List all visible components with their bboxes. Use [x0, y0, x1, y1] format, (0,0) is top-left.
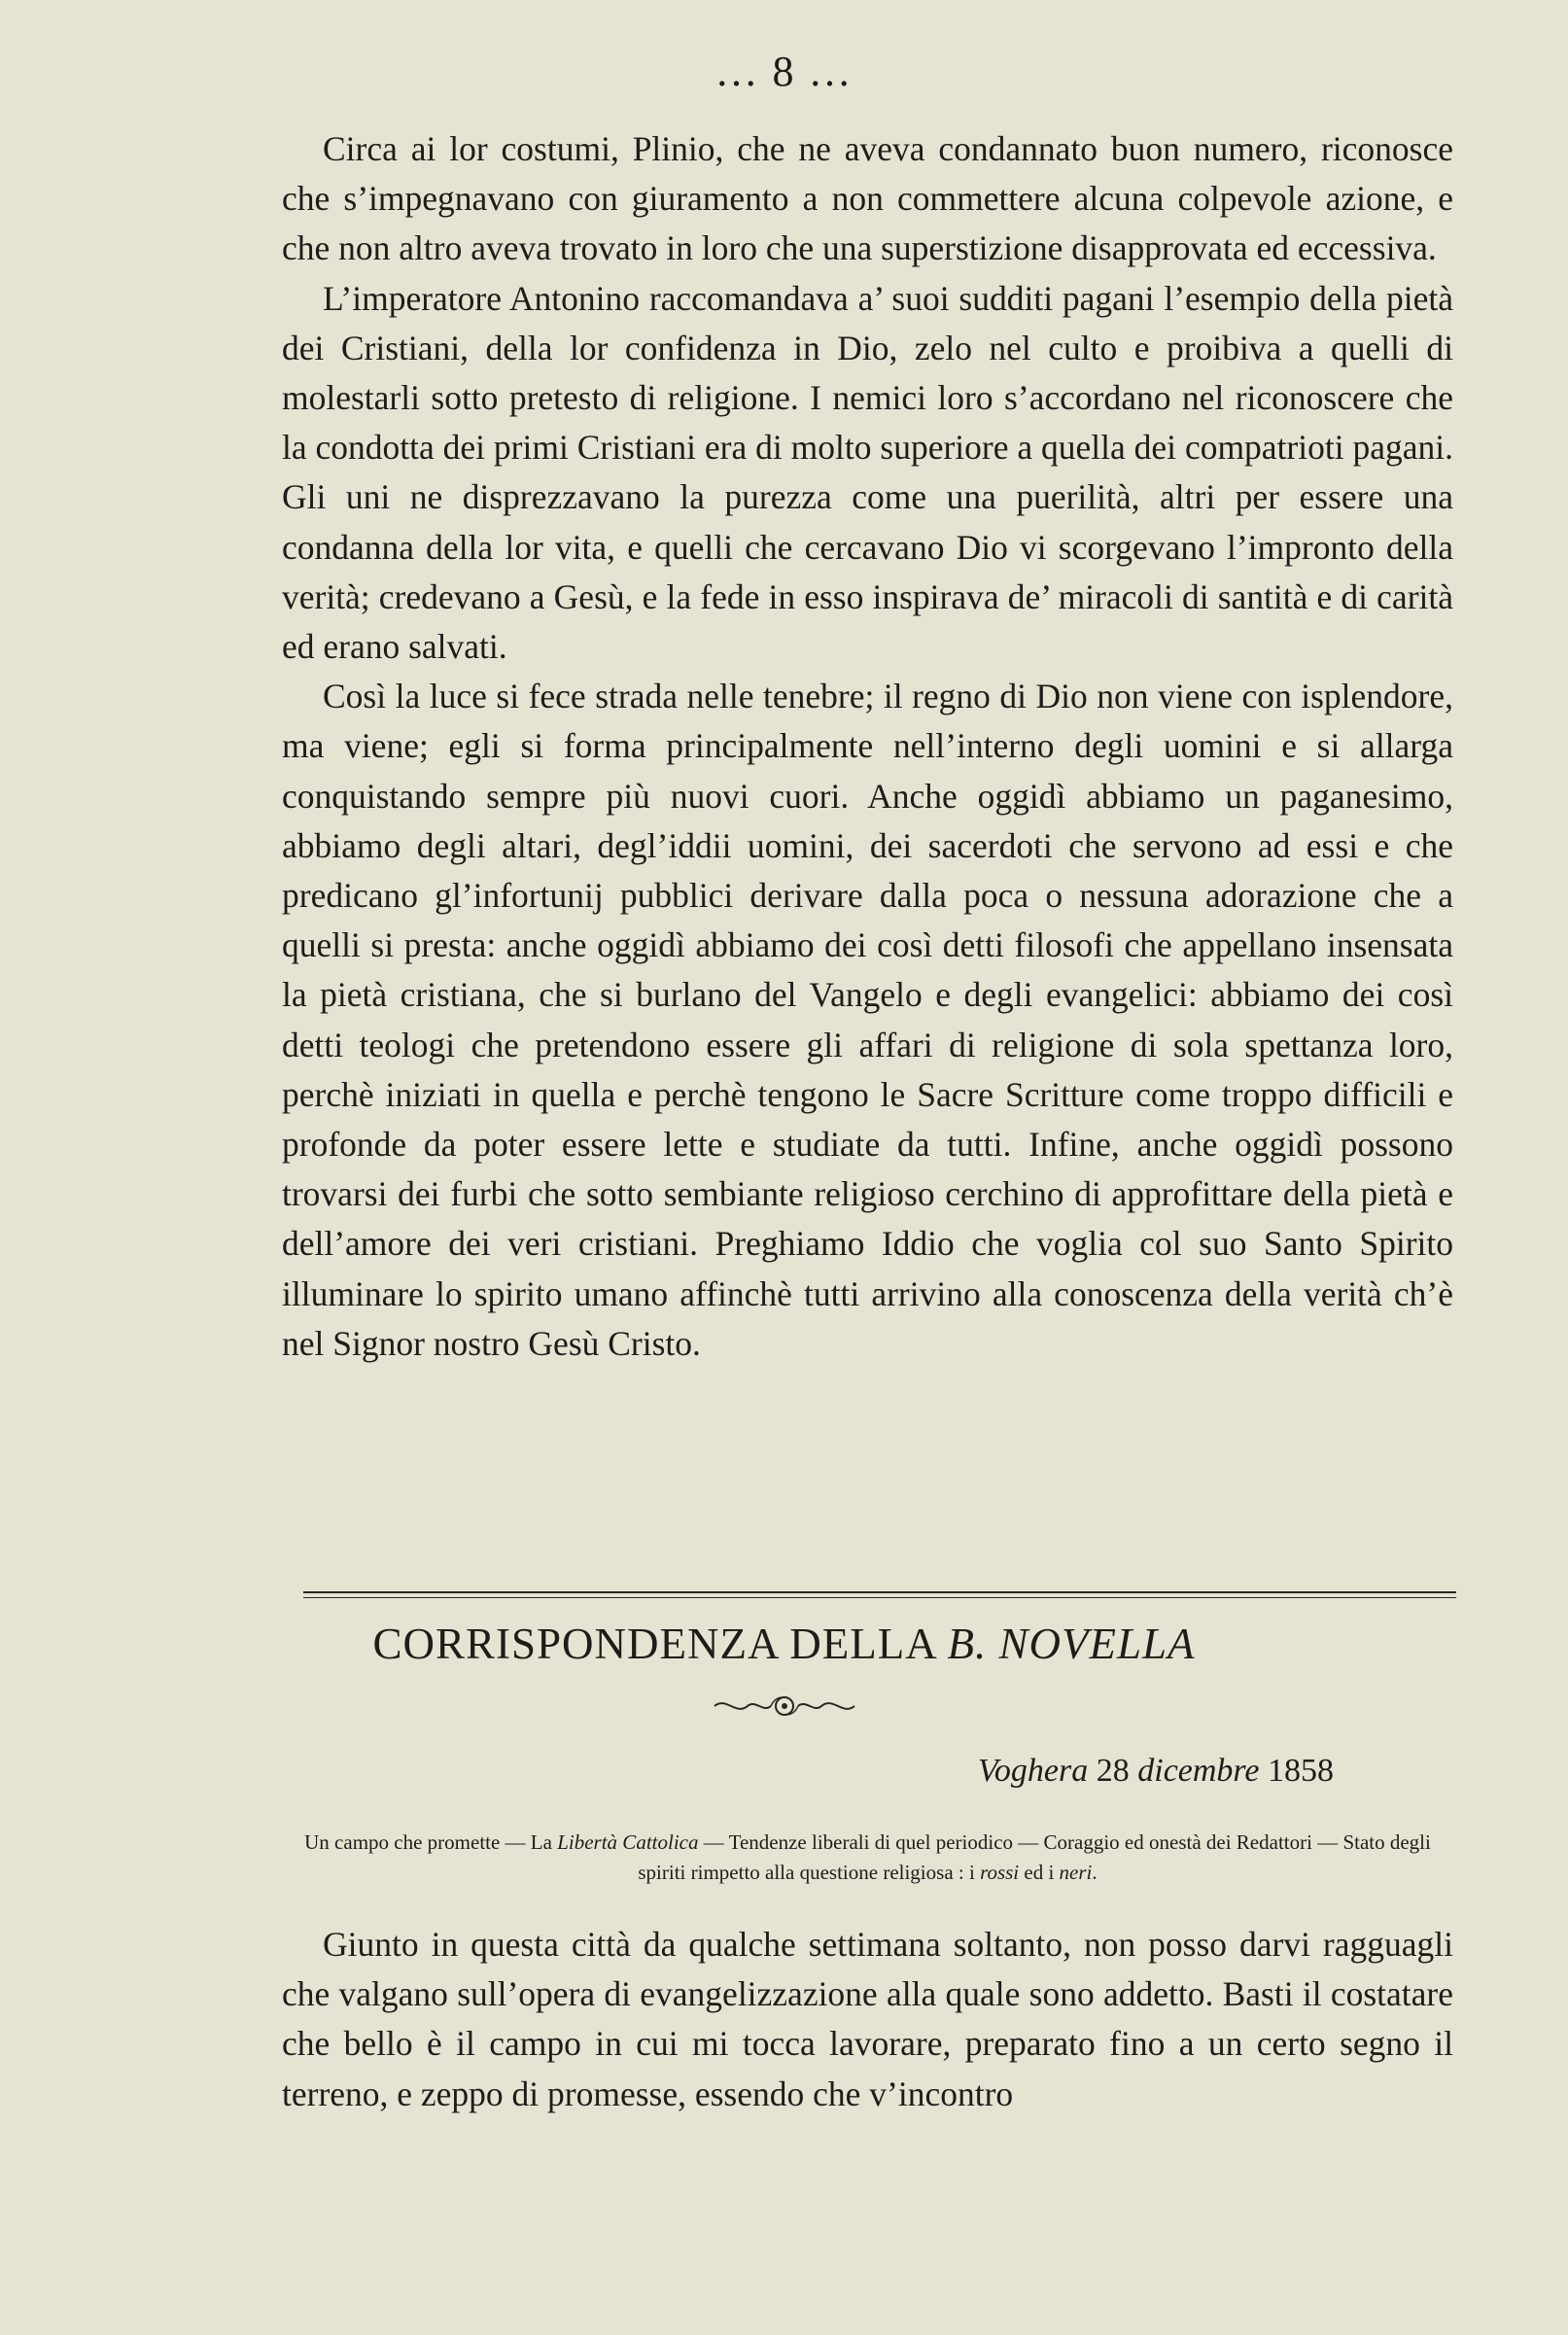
summary-text: ed i [1019, 1861, 1060, 1884]
section-divider [303, 1591, 1456, 1593]
section-title [0, 1619, 1568, 1669]
section-title-italic: B. NOVELLA [947, 1620, 1196, 1668]
summary-italic: neri [1059, 1861, 1093, 1884]
paragraph: Così la luce si fece strada nelle tenebre; il regno di Dio non viene con isplendore, ma viene; egli si forma principalmente nell’interno degli uomini e si allarga conquistando sempre più nuovi cuori. Anche oggidì abbiamo un paganesimo, abbiamo degli altari, degl’iddii uomini, dei sacerdoti che servono ad essi e che predicano gl’infortunij pubblici derivare dalla poca o nessuna adorazione che a quelli si presta: anche oggidì abbiamo dei così detti filosofi che appellano insensata la pietà cristiana, che si burlano del Vangelo e degli evangelici: abbiamo dei così detti teologi che pretendono essere gli affari di religione di sola spettanza loro, perchè iniziati in quella e perchè tengono le Sacre Scritture come troppo difficili e profonde da poter essere lette e studiate da tutti. Infine, anche oggidì possono trovarsi dei furbi che sotto sembiante religioso cerchino di approfittare della pietà e dell’amore dei veri cristiani. Preghiamo Iddio che voglia col suo Santo Spirito illuminare lo spirito umano affinchè tutti arrivino alla conoscenza della verità ch’è nel Signor nostro Gesù Cristo. [282, 677, 1453, 1363]
article-summary [282, 1828, 1453, 1888]
paragraph: Circa ai lor costumi, Plinio, che ne aveva condannato buon numero, riconosce che s’impegnavano con giuramento a non commettere alcuna colpevole azione, e che non altro aveva trovato in loro che una superstizione disapprovata ed eccessiva. [282, 129, 1453, 268]
dateline-place: Voghera [977, 1753, 1089, 1789]
section-title-text: CORRISPONDENZA DELLA [372, 1620, 948, 1668]
summary-text: Un campo che promette — La [304, 1830, 558, 1854]
article-body [282, 124, 1453, 1369]
section-divider-thin [303, 1597, 1456, 1598]
summary-text: — Tendenze liberali di quel periodico — Coraggio ed onestà dei Redattori — Stato degli spiriti rimpetto alla questione religiosa : i [638, 1830, 1431, 1884]
paragraph: Giunto in questa città da qualche settimana soltanto, non posso darvi ragguagli che valgano sull’opera di evangelizzazione alla quale sono addetto. Basti il costatare che bello è il campo in cui mi tocca lavorare, preparato fino a un certo segno il terreno, e zeppo di promesse, essendo che v’incontro [282, 1925, 1453, 2113]
dateline [292, 1753, 1334, 1790]
dateline-month: dicembre [1137, 1753, 1260, 1789]
dateline-year: 1858 [1259, 1753, 1334, 1789]
paragraph: L’imperatore Antonino raccomandava a’ suoi sudditi pagani l’esempio della pietà dei Cristiani, della lor confidenza in Dio, zelo nel culto e proibiva a quelli di molestarli sotto pretesto di religione. I nemici loro s’accordano nel riconoscere che la condotta dei primi Cristiani era di molto superiore a quella dei compatrioti pagani. Gli uni ne disprezzavano la purezza come una puerilità, altri per essere una condanna della lor vita, e quelli che cercavano Dio vi scorgevano l’impronto della verità; credevano a Gesù, e la fede in esso inspirava de’ miracoli di santità e di carità ed erano salvati. [282, 278, 1453, 667]
summary-italic: Libertà Cattolica [557, 1830, 699, 1854]
summary-italic: rossi [980, 1861, 1020, 1884]
correspondence-body [282, 1920, 1453, 2119]
ornament-icon [0, 1691, 1568, 1725]
summary-text: . [1092, 1861, 1098, 1884]
page-number: … 8 … [714, 48, 854, 95]
dateline-day: 28 [1088, 1753, 1138, 1789]
